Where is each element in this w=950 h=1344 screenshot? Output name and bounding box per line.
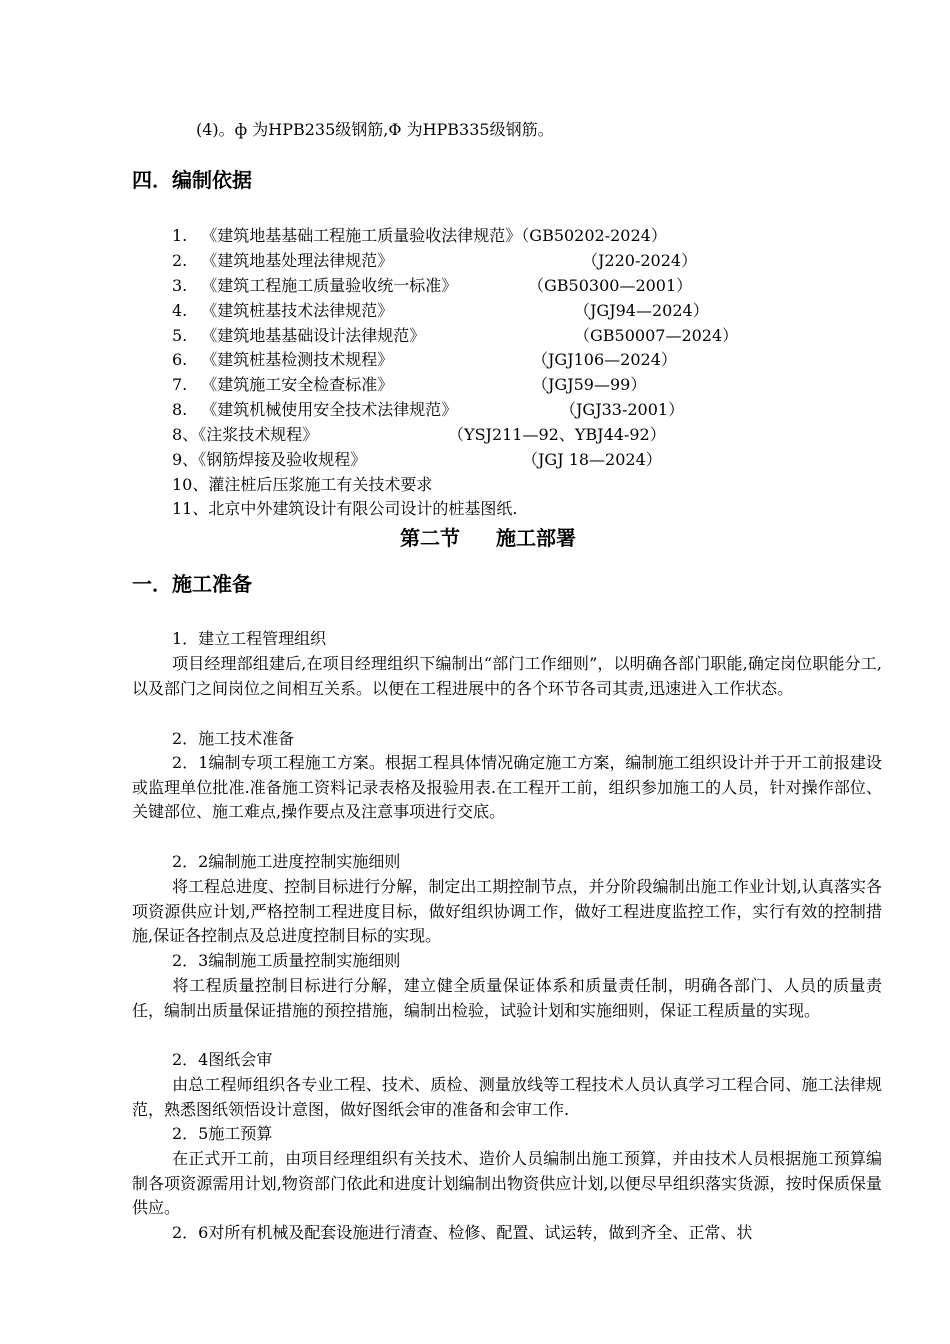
reference-number: 2.	[172, 251, 188, 270]
reference-code: （J220-2024）	[582, 251, 698, 270]
reference-item	[172, 475, 432, 495]
reference-item	[172, 326, 425, 346]
heading-prep: 一．施工准备	[132, 572, 252, 596]
reference-code: （JGJ59—99）	[532, 375, 647, 394]
paragraph: 项目经理部组建后,在项目经理组织下编制出“部门工作细则”，以明确各部门职能,确定岗位职能分工,以及部门之间岗位之间相互关系。以便在工程进展中的各个环节各司其责,迅速进入工作状态。	[132, 654, 882, 698]
reference-title: 《建筑施工安全检查标准》	[201, 375, 394, 394]
reference-item	[172, 400, 457, 420]
reference-number: 4.	[172, 301, 188, 320]
reference-number: 1.	[172, 226, 188, 245]
note-line: (4)。ф 为HPB235级钢筋,Φ 为HPB335级钢筋。	[196, 120, 554, 139]
reference-title: 《建筑机械使用安全技术法律规范》	[201, 400, 458, 419]
heading-basis: 四．编制依据	[132, 168, 252, 192]
reference-title: 《建筑桩基检测技术规程》	[201, 350, 394, 369]
section-number: 第二节	[400, 526, 460, 550]
paragraph: 在正式开工前，由项目经理组织有关技术、造价人员编制出施工预算，并由技术人员根据施工预算编制各项资源需用计划,物资部门依此和进度计划编制出物资供应计划,以便尽早组织落实货源，按时保质保量供应。	[132, 1149, 882, 1218]
reference-title: 《建筑地基基础工程施工质量验收法律规范》	[201, 226, 522, 245]
paragraph: 2．施工技术准备	[172, 729, 295, 748]
reference-item	[172, 375, 393, 395]
reference-item	[172, 450, 366, 470]
reference-number: 10、	[172, 475, 209, 494]
reference-number: 8.	[172, 400, 188, 419]
reference-title: 《建筑工程施工质量验收统一标准》	[201, 276, 458, 295]
paragraph: 2．4图纸会审	[172, 1050, 273, 1069]
paragraph: 2．1编制专项工程施工方案。根据工程具体情况确定施工方案，编制施工组织设计并于开工前报建设或监理单位批准.准备施工资料记录表格及报验用表.在工程开工前，组织参加施工的人员，针对操作部位、关键部位、施工难点,操作要点及注意事项进行交底。	[132, 753, 882, 822]
reference-code: （GB50300—2001）	[528, 276, 693, 295]
reference-code: （GB50007—2024）	[574, 326, 739, 345]
reference-number: 11、	[172, 499, 209, 518]
reference-title: 《建筑桩基技术法律规范》	[201, 301, 394, 320]
reference-code: （JGJ33-2001）	[560, 400, 685, 419]
reference-number: 7.	[172, 375, 188, 394]
reference-title: 《建筑地基基础设计法律规范》	[201, 326, 426, 345]
paragraph: 将工程质量控制目标进行分解，建立健全质量保证体系和质量责任制，明确各部门、人员的质量责任，编制出质量保证措施的预控措施，编制出检验，试验计划和实施细则，保证工程质量的实现。	[132, 976, 882, 1020]
reference-item	[172, 251, 393, 271]
reference-number: 5.	[172, 326, 188, 345]
paragraph: 1．建立工程管理组织	[172, 629, 327, 648]
reference-number: 8、	[172, 425, 199, 444]
reference-number: 3.	[172, 276, 188, 295]
reference-item	[172, 276, 457, 296]
paragraph: 2．2编制施工进度控制实施细则	[172, 852, 401, 871]
paragraph: 2．5施工预算	[172, 1124, 273, 1143]
reference-title: 北京中外建筑设计有限公司设计的桩基图纸.	[208, 499, 518, 518]
reference-item	[172, 350, 393, 370]
paragraph: 由总工程师组织各专业工程、技术、质检、测量放线等工程技术人员认真学习工程合同、施工法律规范，熟悉图纸领悟设计意图，做好图纸会审的准备和会审工作.	[132, 1075, 882, 1119]
reference-item	[172, 499, 517, 519]
section-title	[400, 522, 576, 551]
paragraph: 将工程总进度、控制目标进行分解，制定出工期控制节点，并分阶段编制出施工作业计划,认真落实各项资源供应计划,严格控制工程进度目标，做好组织协调工作，做好工程进度监控工作，实行有效的控制措施,保证各控制点及总进度控制目标的实现。	[132, 877, 882, 946]
reference-title: 灌注桩后压浆施工有关技术要求	[208, 475, 433, 494]
reference-code: （JGJ 18—2024）	[522, 450, 662, 469]
paragraph: 2．3编制施工质量控制实施细则	[172, 951, 401, 970]
reference-code: （YSJ211—92、YBJ44-92）	[448, 425, 666, 444]
reference-code: （JGJ106—2024）	[532, 350, 677, 369]
reference-item	[172, 425, 318, 445]
reference-title: 《建筑地基处理法律规范》	[201, 251, 394, 270]
reference-number: 9、	[172, 450, 199, 469]
reference-title: 《钢筋焊接及验收规程》	[198, 450, 367, 469]
reference-number: 6.	[172, 350, 188, 369]
reference-item	[172, 226, 667, 246]
reference-code: （GB50202-2024）	[521, 226, 667, 245]
reference-item	[172, 301, 393, 321]
reference-title: 《注浆技术规程》	[198, 425, 319, 444]
reference-code: （JGJ94—2024）	[574, 301, 709, 320]
paragraph: 2．6对所有机械及配套设施进行清查、检修、配置、试运转，做到齐全、正常、状	[172, 1223, 753, 1242]
section-name: 施工部署	[496, 526, 576, 550]
